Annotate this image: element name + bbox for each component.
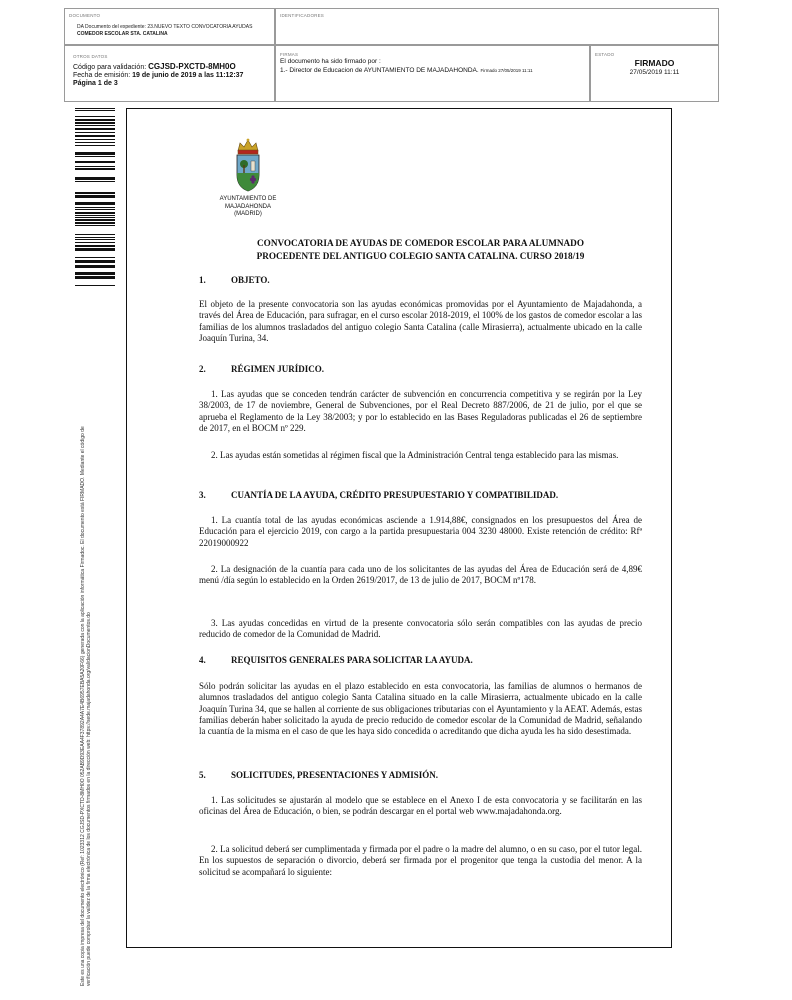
barcode-bar	[75, 212, 115, 214]
fecha-prefix: Fecha de emisión:	[73, 72, 131, 79]
header-box-otros-datos	[64, 45, 275, 102]
barcode-bar	[75, 145, 115, 146]
logo-caption	[213, 196, 283, 219]
section-title: REQUISITOS GENERALES PARA SOLICITAR LA AYUDA.	[231, 655, 473, 665]
fecha-emision	[73, 72, 243, 80]
barcode-bar	[75, 142, 115, 143]
document-page	[126, 108, 672, 948]
firmas-signer: 1.- Director de Educacion de AYUNTAMIENTO DE MAJADAHONDA.	[280, 67, 479, 74]
barcode-bar	[75, 207, 115, 208]
paragraph-cuantia-1: 1. La cuantía total de las ayudas económicas asciende a 1.914,88€, consignados en los presupuestos del Área de Educación para el ejercicio 2019, con cargo a la partida presupuestaria 004 3230 48000. Existe retención de crédito: Rfª 22019000922	[199, 515, 642, 548]
verification-side-note	[80, 302, 92, 986]
barcode-bar	[75, 237, 115, 238]
title-line2: PROCEDENTE DEL ANTIGUO COLEGIO SANTA CATALINA. CURSO 2018/19	[256, 250, 585, 261]
otros-datos-label: OTROS DATOS	[73, 54, 108, 59]
barcode-bar	[75, 209, 115, 210]
paragraph-solicitudes-1: 1. Las solicitudes se ajustarán al modelo que se establece en el Anexo I de esta convocatoria y se facilitarán en las oficinas del Área de Educación, o bien, se podrán descargar en el portal web www.majadahonda.org.	[199, 795, 642, 817]
paragraph-requisitos: Sólo podrán solicitar las ayudas en el plazo establecido en esta convocatoria, las familias de alumnos o hermanos de alumnos trasladados del antiguo colegio Santa Catalina situado en la calle Mirasierra, actualmente ubicado en la calle Joaquín Turina 34, que se hallen al corriente de sus obligaciones tributarias con el Ayuntamiento y la AEAT. Además, estas familias deberán haber solicitado la ayuda de precio reducido de comedor escolar de la Comunidad de Madrid, señalando la cuantía de la misma en el caso de que les haya sido concedida o acreditando que dicha ayuda les ha sido desestimada.	[199, 681, 642, 737]
estado-value: FIRMADO	[634, 58, 675, 68]
barcode-bar	[75, 132, 115, 133]
barcode-bar	[75, 242, 115, 243]
logo-line3: (MADRID)	[234, 211, 262, 217]
pagina-value: Página 1 de 3	[73, 80, 118, 87]
paragraph-regimen-1: 1. Las ayudas que se conceden tendrán carácter de subvención en concurrencia competitiva y se regirán por la Ley 38/2003, de 17 de noviembre, General de Subvenciones, por el Real Decreto 887/2006, de 21 de julio, por el que se aprueba el Reglamento de la Ley 38/2003; y por lo establecido en las Bases Reguladoras publicadas el 26 de septiembre de 2017, en el BOCM nº 229.	[199, 389, 642, 433]
barcode-bar	[75, 152, 115, 155]
barcode-bar	[75, 166, 115, 167]
barcode-bar	[75, 116, 115, 117]
logo-line2: MAJADAHONDA	[224, 203, 271, 210]
barcode-bar	[75, 108, 115, 109]
barcode-bar	[75, 222, 115, 224]
header-box-documento	[64, 8, 275, 45]
barcode-bar	[75, 276, 115, 279]
section-number: 4.	[199, 655, 206, 665]
section-number: 3.	[199, 490, 206, 500]
barcode-bar	[75, 234, 115, 235]
section-number: 2.	[199, 364, 206, 374]
barcode-bar	[75, 260, 115, 263]
barcode-bar	[75, 139, 115, 140]
barcode-bar	[75, 285, 115, 286]
paragraph-objeto: El objeto de la presente convocatoria son las ayudas económicas promovidas por el Ayuntamiento de Majadahonda, a través del Área de Educación, para sufragar, en el curso escolar 2018-2019, el 100% de los gastos de comedor escolar a las familias de los alumnos trasladados del antiguo colegio Santa Catalina (calle Mirasierra), actualmente ubicado en la calle Joaquín Turina, 34.	[199, 299, 642, 343]
barcode-bar	[75, 161, 115, 163]
paragraph-solicitudes-2: 2. La solicitud deberá ser cumplimentada y firmada por el padre o la madre del alumno, o en su caso, por el tutor legal. En los supuestos de separación o divorcio, deberá ser firmada por el progenitor que tenga la custodia del menor. A la solicitud se acompañará lo siguiente:	[199, 844, 642, 877]
municipal-logo	[213, 137, 283, 219]
barcode-bar	[75, 239, 115, 240]
side-note-line1: Este es una copia impresa del documento electrónico (Ref: 1023312 CGJSD-PXCTD-8MH0O 052AB9D93EAA4F37892A4A7E4B6957EBA5A20F66) generada con la aplicación informática Firmadoc. El documento está FIRMADO. Mediante el código de	[80, 426, 86, 986]
header-box-firmas	[275, 45, 590, 102]
header-box-identificadores	[275, 8, 719, 45]
firmas-line2	[280, 67, 533, 75]
barcode-bar	[75, 168, 115, 170]
document-title	[199, 237, 642, 262]
section-title: OBJETO.	[231, 275, 270, 285]
section-number: 1.	[199, 275, 206, 285]
codigo-prefix: Código para validación:	[73, 64, 147, 71]
firmas-label: FIRMAS	[280, 52, 299, 57]
barcode-bar	[75, 248, 115, 251]
documento-line2: COMEDOR ESCOLAR STA. CATALINA	[77, 31, 168, 37]
barcode-bar	[75, 192, 115, 194]
firmas-line1: El documento ha sido firmado por :	[280, 58, 381, 65]
fecha-value: 19 de junio de 2019 a las 11:12:37	[132, 72, 244, 79]
pagina-indicator	[73, 80, 118, 88]
barcode-bar	[75, 217, 115, 218]
barcode-bar	[75, 257, 115, 258]
barcode-bar	[75, 125, 115, 126]
barcode-bar	[75, 219, 115, 221]
barcode-bar	[75, 181, 115, 182]
barcode-bar	[75, 110, 115, 111]
firmas-signer-date: Firmado 27/05/2019 11:11	[480, 68, 533, 73]
codigo-validacion	[73, 63, 236, 72]
section-number: 5.	[199, 770, 206, 780]
barcode-bar	[75, 177, 115, 180]
title-line1: CONVOCATORIA DE AYUDAS DE COMEDOR ESCOLAR PARA ALUMNADO	[257, 238, 584, 248]
barcode-bar	[75, 245, 115, 247]
barcode-bar	[75, 215, 115, 216]
section-heading-cuantia	[199, 490, 642, 500]
logo-line1: AYUNTAMIENTO DE	[219, 196, 277, 202]
documento-line1: DA Documento del expediente: 23.NUEVO TEXTO CONVOCATORIA AYUDAS	[77, 24, 253, 30]
section-title: SOLICITUDES, PRESENTACIONES Y ADMISIÓN.	[231, 770, 438, 780]
section-title: RÉGIMEN JURÍDICO.	[231, 364, 325, 374]
estado-date: 27/05/2019 11:11	[629, 69, 680, 76]
barcode-bar	[75, 122, 115, 124]
barcode-bar	[75, 202, 115, 205]
barcode-bar	[75, 272, 115, 275]
section-title: CUANTÍA DE LA AYUDA, CRÉDITO PRESUPUESTARIO Y COMPATIBILIDAD.	[231, 490, 559, 500]
paragraph-cuantia-3: 3. Las ayudas concedidas en virtud de la presente convocatoria sólo serán compatibles con las ayudas de precio reducido de comedor de la Comunidad de Madrid.	[199, 618, 642, 640]
barcode-bar	[75, 135, 115, 137]
barcode-bar	[75, 119, 115, 121]
section-heading-requisitos	[199, 655, 642, 665]
codigo-value: CGJSD-PXCTD-8MH0O	[148, 62, 236, 71]
side-note-line2: verificación puede comprobar la validez de la firma electrónica de los documentos firmados en la dirección web: https://sede.majadahonda.org/validacionDocumentos.do	[86, 612, 92, 986]
section-heading-solicitudes	[199, 770, 642, 780]
paragraph-regimen-2: 2. Las ayudas están sometidas al régimen fiscal que la Administración Central tenga establecido para las mismas.	[211, 450, 619, 460]
barcode-bar	[75, 156, 115, 157]
coat-of-arms-icon	[233, 137, 263, 193]
documento-label: DOCUMENTO	[69, 13, 101, 18]
estado-label: ESTADO	[595, 52, 615, 57]
barcode-bar	[75, 128, 115, 130]
identificadores-label: IDENTIFICADORES	[280, 13, 325, 18]
barcode-image	[75, 108, 115, 288]
barcode-bar	[75, 265, 115, 268]
barcode-bar	[75, 195, 115, 198]
section-heading-regimen	[199, 364, 642, 374]
header-box-estado	[590, 45, 719, 102]
section-heading-objeto	[199, 275, 642, 285]
paragraph-cuantia-2: 2. La designación de la cuantía para cada uno de los solicitantes de las ayudas del Área de Educación será de 4,89€ menú /día según lo establecido en la Orden 2619/2017, de 13 de julio de 2017, BOCM nº178.	[199, 564, 642, 586]
barcode-bar	[75, 225, 115, 226]
